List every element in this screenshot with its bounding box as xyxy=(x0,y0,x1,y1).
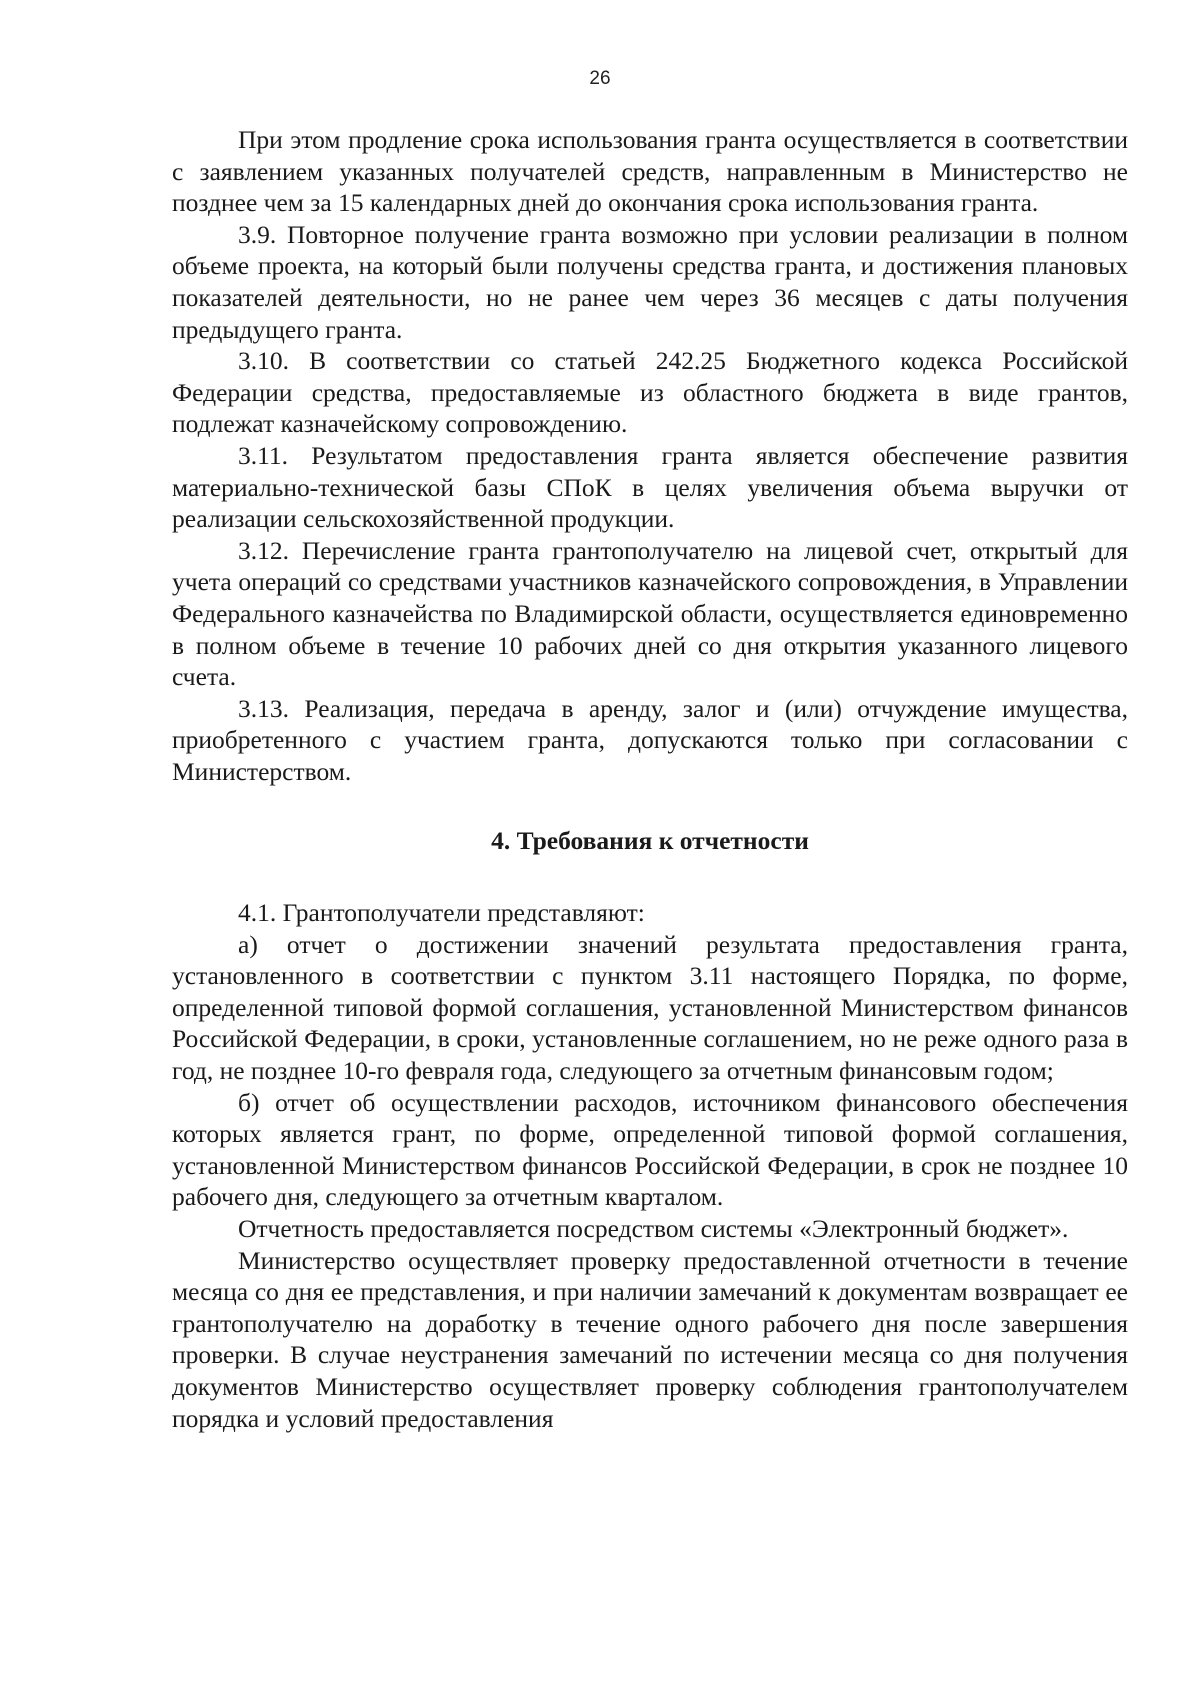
page-number: 26 xyxy=(589,68,611,89)
paragraph-ministry-verification: Министерство осуществляет проверку предоставленной отчетности в течение месяца со дня ее представления, и при наличии замечаний к документам возвращает ее грантополучателю на доработку в течение одного рабочего дня после завершения проверки. В случае неустранения замечаний по истечении месяца со дня получения документов Министерство осуществляет проверку соблюдения грантополучателем порядка и условий предоставления xyxy=(172,1245,1128,1433)
document-body xyxy=(172,124,1128,1434)
paragraph-4-1: 4.1. Грантополучатели представляют: xyxy=(238,898,645,928)
paragraph-3-12: 3.12. Перечисление гранта грантополучателю на лицевой счет, открытый для учета операций со средствами участников казначейского сопровождения, в Управлении Федерального казначейства по Владимирской области, осуществляется единовременно в полном объеме в течение 10 рабочих дней со дня открытия указанного лицевого счета. xyxy=(172,535,1128,692)
paragraph-grant-extension: При этом продление срока использования гранта осуществляется в соответствии с заявлением указанных получателей средств, направленным в Министерство не позднее чем за 15 календарных дней до окончания срока использования гранта. xyxy=(172,125,1128,218)
paragraph-4-1-a: а) отчет о достижении значений результата предоставления гранта, установленного в соответствии с пунктом 3.11 настоящего Порядка, по форме, определенной типовой формой соглашения, установленной Министерством финансов Российской Федерации, в сроки, установленные соглашением, но не реже одного раза в год, не позднее 10-го февраля года, следующего за отчетным финансовым годом; xyxy=(172,929,1128,1086)
paragraph-3-10: 3.10. В соответствии со статьей 242.25 Бюджетного кодекса Российской Федерации средства, предоставляемые из областного бюджета в виде грантов, подлежат казначейскому сопровождению. xyxy=(172,346,1128,439)
paragraph-3-9: 3.9. Повторное получение гранта возможно при условии реализации в полном объеме проекта, на который были получены средства гранта, и достижения плановых показателей деятельности, но не ранее чем через 36 месяцев с даты получения предыдущего гранта. xyxy=(172,219,1128,344)
paragraph-electronic-budget: Отчетность предоставляется посредством системы «Электронный бюджет». xyxy=(238,1214,1069,1243)
paragraph-3-11: 3.11. Результатом предоставления гранта является обеспечение развития материально-технической базы СПоК в целях увеличения объема выручки от реализации сельскохозяйственной продукции. xyxy=(172,440,1128,534)
section-heading: 4. Требования к отчетности xyxy=(491,826,809,856)
paragraph-3-13: 3.13. Реализация, передача в аренду, залог и (или) отчуждение имущества, приобретенного с участием гранта, допускаются только при согласовании с Министерством. xyxy=(172,693,1128,786)
paragraph-4-1-b: б) отчет об осуществлении расходов, источником финансового обеспечения которых является грант, по форме, определенной типовой формой соглашения, установленной Министерством финансов Российской Федерации, в срок не позднее 10 рабочего дня, следующего за отчетным кварталом. xyxy=(172,1087,1128,1212)
